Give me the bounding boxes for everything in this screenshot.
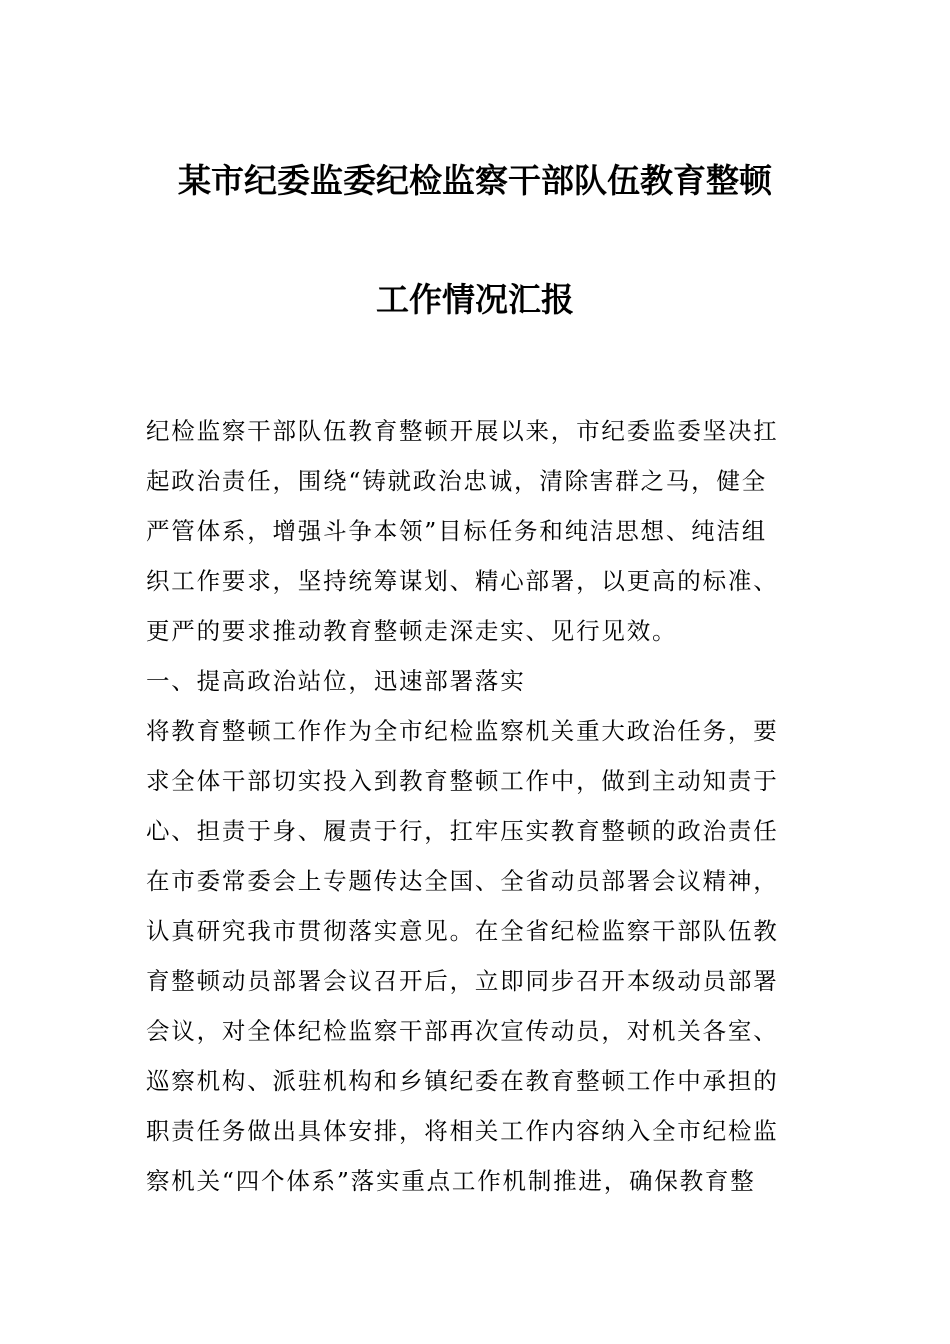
paragraph-line: 更严的要求推动教育整顿走深走实、见行见效。 — [146, 617, 678, 645]
intro-paragraph — [146, 406, 816, 656]
paragraph-line: 严管体系，增强斗争本领”目标任务和纯洁思想、纯洁组 — [146, 517, 768, 545]
paragraph-line: 起政治责任，围绕“铸就政治忠诚，清除害群之马，健全 — [146, 467, 768, 495]
paragraph-line: 织工作要求，坚持统筹谋划、精心部署，以更高的标准、 — [146, 567, 779, 595]
section-heading-text: 一、提高政治站位，迅速部署落实 — [146, 667, 526, 695]
paragraph-line: 将教育整顿工作作为全市纪检监察机关重大政治任务，要 — [146, 717, 779, 745]
document-title-line-2: 工作情况汇报 — [376, 280, 574, 319]
paragraph-line: 察机关“四个体系”落实重点工作机制推进，确保教育整 — [146, 1167, 756, 1195]
paragraph-line: 纪检监察干部队伍教育整顿开展以来，市纪委监委坚决扛 — [146, 417, 779, 445]
paragraph-line: 会议，对全体纪检监察干部再次宣传动员，对机关各室、 — [146, 1017, 779, 1045]
paragraph-line: 求全体干部切实投入到教育整顿工作中，做到主动知责于 — [146, 767, 779, 795]
section-heading — [146, 656, 816, 706]
paragraph-line: 心、担责于身、履责于行，扛牢压实教育整顿的政治责任 — [146, 817, 779, 845]
paragraph-line: 认真研究我市贯彻落实意见。在全省纪检监察干部队伍教 — [146, 917, 779, 945]
document-title-line-1: 某市纪委监委纪检监察干部队伍教育整顿 — [178, 161, 772, 200]
paragraph-line: 职责任务做出具体安排，将相关工作内容纳入全市纪检监 — [146, 1117, 779, 1145]
section-paragraph — [146, 706, 816, 1206]
paragraph-line: 巡察机构、派驻机构和乡镇纪委在教育整顿工作中承担的 — [146, 1067, 779, 1095]
paragraph-line: 育整顿动员部署会议召开后，立即同步召开本级动员部署 — [146, 967, 779, 995]
paragraph-line: 在市委常委会上专题传达全国、全省动员部署会议精神， — [146, 867, 779, 895]
